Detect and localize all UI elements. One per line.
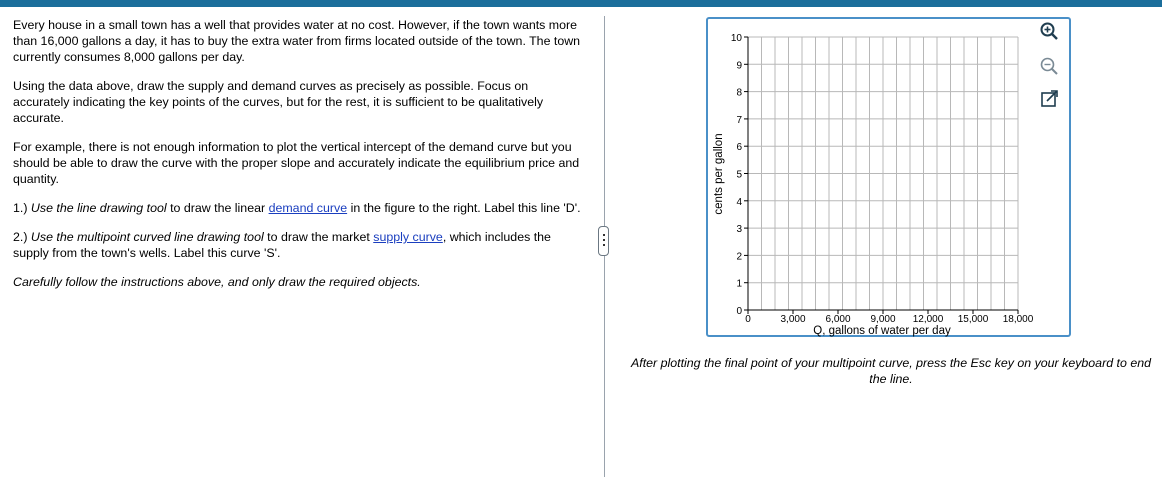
y-tick-label: 0 bbox=[736, 306, 742, 317]
step-2-mid: to draw the market bbox=[267, 230, 370, 244]
closing-note: Carefully follow the instructions above, and only draw the required objects. bbox=[13, 275, 421, 289]
instructions-panel bbox=[13, 17, 588, 303]
step-2-end: , which includes the supply from the town's wells. Label this curve 'S'. bbox=[13, 230, 551, 260]
x-axis-label: Q, gallons of water per day bbox=[813, 325, 951, 337]
y-axis-label: cents per gallon bbox=[713, 133, 725, 215]
graph-container[interactable] bbox=[706, 17, 1071, 337]
supply-curve-link[interactable]: supply curve bbox=[373, 230, 443, 244]
x-tick-label: 9,000 bbox=[870, 314, 896, 325]
x-tick-label: 6,000 bbox=[825, 314, 851, 325]
zoom-in-icon[interactable] bbox=[1039, 21, 1059, 41]
example-paragraph: For example, there is not enough information to plot the vertical intercept of the demand curve but you should be able to draw the curve with the proper slope and accurately indicate the equilibrium price and quantity. bbox=[13, 140, 580, 186]
step-2 bbox=[13, 229, 588, 261]
top-bar bbox=[0, 0, 1162, 7]
x-tick-label: 15,000 bbox=[957, 314, 989, 325]
intro-paragraph: Every house in a small town has a well that provides water at no cost. However, if the town wants more than 16,000 gallons a day, it has to buy the extra water from firms located outside of the town. The town currently consumes 8,000 gallons per day. bbox=[13, 18, 581, 64]
y-tick-label: 10 bbox=[730, 33, 742, 44]
y-tick-label: 9 bbox=[736, 60, 742, 72]
demand-curve-link[interactable]: demand curve bbox=[268, 201, 348, 215]
y-tick-label: 2 bbox=[736, 251, 742, 263]
x-tick-label: 0 bbox=[745, 314, 751, 325]
step-1-number: 1.) bbox=[13, 201, 28, 215]
task-paragraph: Using the data above, draw the supply and demand curves as precisely as possible. Focus on accurately indicating the key points of the curves, but for the rest, it is sufficient to be qualitatively accurate. bbox=[13, 79, 544, 125]
y-tick-label: 7 bbox=[736, 114, 742, 126]
step-1-end: in the figure to the right. Label this line 'D'. bbox=[350, 201, 581, 215]
x-tick-label: 18,000 bbox=[1002, 314, 1034, 325]
y-tick-label: 4 bbox=[736, 196, 742, 208]
step-2-number: 2.) bbox=[13, 230, 28, 244]
step-1 bbox=[13, 200, 588, 216]
y-tick-label: 6 bbox=[736, 142, 742, 154]
step-2-tool: Use the multipoint curved line drawing tool bbox=[30, 230, 264, 244]
x-tick-label: 12,000 bbox=[912, 314, 944, 325]
y-tick-label: 5 bbox=[736, 169, 742, 181]
expand-icon[interactable] bbox=[1040, 89, 1060, 109]
zoom-out-icon[interactable] bbox=[1039, 56, 1059, 76]
y-tick-label: 8 bbox=[736, 87, 742, 99]
x-tick-label: 3,000 bbox=[780, 314, 806, 325]
y-tick-label: 1 bbox=[736, 278, 742, 290]
step-1-mid: to draw the linear bbox=[170, 201, 266, 215]
step-1-tool: Use the line drawing tool bbox=[30, 201, 167, 215]
instruction-caption: After plotting the final point of your multipoint curve, press the Esc key on your keyboard to end the line. bbox=[630, 356, 1151, 386]
y-tick-label: 3 bbox=[736, 224, 742, 236]
resize-handle[interactable] bbox=[598, 226, 609, 256]
